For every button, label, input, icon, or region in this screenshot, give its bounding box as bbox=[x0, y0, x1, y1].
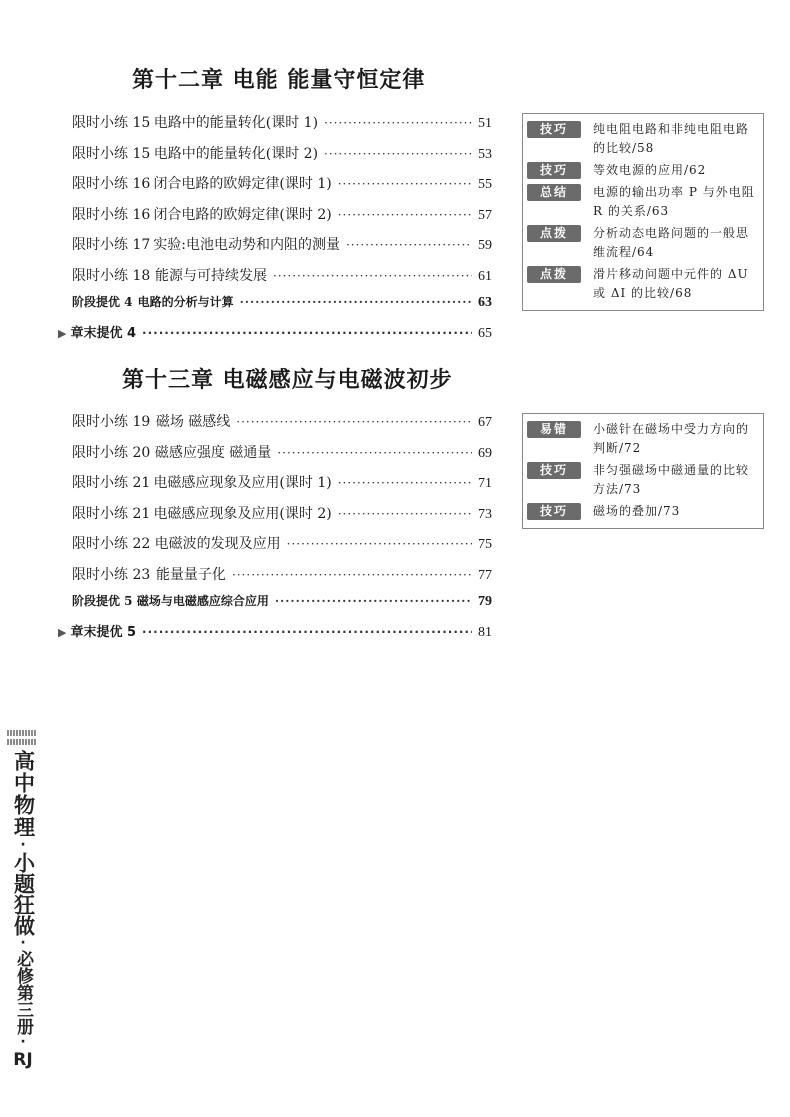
toc-page-number: 51 bbox=[478, 116, 492, 131]
tip-item bbox=[527, 502, 759, 521]
spine-top-bar bbox=[7, 730, 37, 736]
toc-entry[interactable] bbox=[72, 112, 492, 134]
chapter-12-tips-box bbox=[522, 113, 764, 311]
tip-text: 等效电源的应用/62 bbox=[593, 163, 707, 177]
toc-series: 限时小练 23 bbox=[72, 566, 151, 583]
toc-series: 限时小练 16 bbox=[72, 206, 151, 223]
tip-tag-badge: 技巧 bbox=[527, 121, 581, 138]
tip-item bbox=[527, 183, 759, 221]
toc-page-number: 69 bbox=[478, 445, 492, 461]
toc-stage-series: 阶段提优 4 bbox=[72, 295, 133, 309]
toc-entry[interactable] bbox=[72, 533, 492, 555]
toc-topic: 能量量子化 bbox=[155, 566, 226, 583]
tip-item bbox=[527, 161, 759, 180]
toc-stage-entry[interactable] bbox=[72, 293, 492, 315]
toc-page-number: 77 bbox=[478, 567, 492, 583]
tip-tag-badge: 技巧 bbox=[527, 162, 581, 179]
tip-tag-badge: 点拨 bbox=[527, 225, 581, 242]
spine-separator-2: · bbox=[20, 935, 26, 951]
toc-leader-dots bbox=[338, 507, 472, 521]
toc-entry[interactable] bbox=[72, 472, 492, 494]
spine-separator-3: · bbox=[20, 1034, 26, 1050]
toc-page-number: 73 bbox=[478, 506, 492, 522]
toc-review-entry[interactable] bbox=[58, 322, 492, 344]
toc-entry[interactable] bbox=[72, 564, 492, 586]
spine-version: RJ bbox=[13, 1050, 33, 1070]
toc-series: 限时小练 18 bbox=[72, 267, 151, 284]
toc-leader-dots bbox=[240, 295, 472, 309]
toc-stage-entry[interactable] bbox=[72, 592, 492, 614]
toc-entry[interactable] bbox=[72, 503, 492, 525]
toc-series: 限时小练 22 bbox=[72, 536, 151, 552]
toc-page-number: 61 bbox=[478, 268, 492, 284]
toc-topic: 电磁感应现象及应用(课时 1) bbox=[153, 475, 332, 491]
toc-entry[interactable] bbox=[72, 411, 492, 433]
tip-tag-badge: 易错 bbox=[527, 421, 581, 438]
toc-leader-dots bbox=[324, 147, 472, 161]
toc-series: 限时小练 15 bbox=[72, 115, 151, 131]
toc-page-number: 55 bbox=[478, 177, 492, 192]
tip-item bbox=[527, 461, 759, 499]
toc-page-number: 53 bbox=[478, 146, 492, 162]
triangle-right-icon: ▶ bbox=[58, 625, 67, 639]
toc-leader-dots bbox=[275, 594, 472, 608]
toc-leader-dots bbox=[338, 208, 472, 222]
toc-stage-topic: 磁场与电磁感应综合应用 bbox=[136, 594, 269, 608]
spine-subject: 高中物理 bbox=[11, 750, 36, 838]
toc-page-number: 79 bbox=[478, 594, 492, 609]
toc-leader-dots bbox=[142, 326, 472, 340]
toc-page-number: 71 bbox=[478, 476, 492, 491]
tip-text: 磁场的叠加/73 bbox=[593, 504, 681, 518]
toc-topic: 闭合电路的欧姆定律(课时 2) bbox=[153, 206, 332, 223]
tip-text: 纯电阻电路和非纯电阻电路的比较/58 bbox=[593, 122, 750, 155]
toc-leader-dots bbox=[236, 415, 472, 429]
toc-leader-dots bbox=[273, 269, 472, 283]
spine-top-bar-2 bbox=[7, 739, 37, 745]
toc-page-number: 81 bbox=[478, 624, 492, 640]
toc-review-label: 章末提优 5 bbox=[70, 624, 137, 640]
toc-series: 限时小练 21 bbox=[72, 475, 151, 491]
toc-leader-dots bbox=[324, 116, 472, 130]
tip-text: 非匀强磁场中磁通量的比较方法/73 bbox=[593, 463, 750, 496]
toc-entry[interactable] bbox=[72, 265, 492, 287]
toc-topic: 电磁波的发现及应用 bbox=[154, 536, 281, 552]
toc-entry[interactable] bbox=[72, 234, 492, 256]
toc-page-number: 63 bbox=[478, 295, 492, 310]
toc-page-number: 65 bbox=[478, 325, 492, 341]
toc-page-number: 75 bbox=[478, 537, 492, 552]
toc-page-number: 57 bbox=[478, 207, 492, 223]
toc-entry[interactable] bbox=[72, 204, 492, 226]
toc-series: 限时小练 17 bbox=[72, 237, 151, 253]
toc-leader-dots bbox=[142, 625, 472, 639]
toc-topic: 电路中的能量转化(课时 1) bbox=[153, 115, 319, 131]
toc-topic: 磁场 磁感线 bbox=[155, 414, 231, 430]
toc-stage-topic: 电路的分析与计算 bbox=[137, 295, 234, 309]
toc-series: 限时小练 15 bbox=[72, 145, 151, 162]
toc-entry[interactable] bbox=[72, 173, 492, 195]
toc-topic: 闭合电路的欧姆定律(课时 1) bbox=[153, 176, 332, 192]
toc-page-number: 59 bbox=[478, 238, 492, 253]
tip-tag-badge: 技巧 bbox=[527, 462, 581, 479]
toc-topic: 电路中的能量转化(课时 2) bbox=[153, 145, 319, 162]
toc-stage-series: 阶段提优 5 bbox=[72, 594, 133, 608]
toc-leader-dots bbox=[277, 446, 472, 460]
toc-series: 限时小练 21 bbox=[72, 505, 151, 522]
toc-series: 限时小练 19 bbox=[72, 414, 151, 430]
toc-leader-dots bbox=[338, 177, 472, 191]
toc-review-entry[interactable] bbox=[58, 621, 492, 643]
toc-entry[interactable] bbox=[72, 143, 492, 165]
toc-leader-dots bbox=[346, 238, 472, 252]
tip-tag-badge: 总结 bbox=[527, 184, 581, 201]
toc-topic: 电磁感应现象及应用(课时 2) bbox=[153, 505, 332, 522]
toc-entry[interactable] bbox=[72, 442, 492, 464]
tip-text: 滑片移动问题中元件的 ΔU 或 ΔI 的比较/68 bbox=[593, 267, 749, 300]
tip-item bbox=[527, 224, 759, 262]
toc-series: 限时小练 16 bbox=[72, 176, 151, 192]
spine-series: 小题狂做 bbox=[11, 852, 36, 936]
toc-leader-dots bbox=[232, 568, 472, 582]
toc-series: 限时小练 20 bbox=[72, 444, 151, 461]
toc-topic: 磁感应强度 磁通量 bbox=[154, 444, 272, 461]
tip-item bbox=[527, 420, 759, 458]
tip-text: 电源的输出功率 P 与外电阻 R 的关系/63 bbox=[593, 185, 755, 218]
toc-leader-dots bbox=[338, 476, 472, 490]
spine-text bbox=[8, 750, 38, 1071]
chapter-13-tips-box bbox=[522, 413, 764, 529]
spine-edition: 必修第三册 bbox=[13, 950, 33, 1035]
tip-text: 小磁针在磁场中受力方向的判断/72 bbox=[593, 422, 750, 455]
spine-separator: · bbox=[20, 837, 26, 853]
toc-topic: 能源与可持续发展 bbox=[154, 267, 267, 284]
tip-item bbox=[527, 120, 759, 158]
book-spine-label bbox=[4, 730, 44, 1070]
chapter-12-title: 第十二章 电能 能量守恒定律 bbox=[132, 68, 426, 93]
tip-item bbox=[527, 265, 759, 303]
tip-tag-badge: 点拨 bbox=[527, 266, 581, 283]
toc-topic: 实验:电池电动势和内阻的测量 bbox=[153, 237, 340, 253]
tip-text: 分析动态电路问题的一般思维流程/64 bbox=[593, 226, 750, 259]
tip-tag-badge: 技巧 bbox=[527, 503, 581, 520]
triangle-right-icon: ▶ bbox=[58, 326, 67, 340]
chapter-13-title: 第十三章 电磁感应与电磁波初步 bbox=[122, 368, 453, 393]
toc-review-label: 章末提优 4 bbox=[70, 325, 137, 341]
toc-leader-dots bbox=[287, 537, 472, 551]
toc-page-number: 67 bbox=[478, 415, 492, 430]
